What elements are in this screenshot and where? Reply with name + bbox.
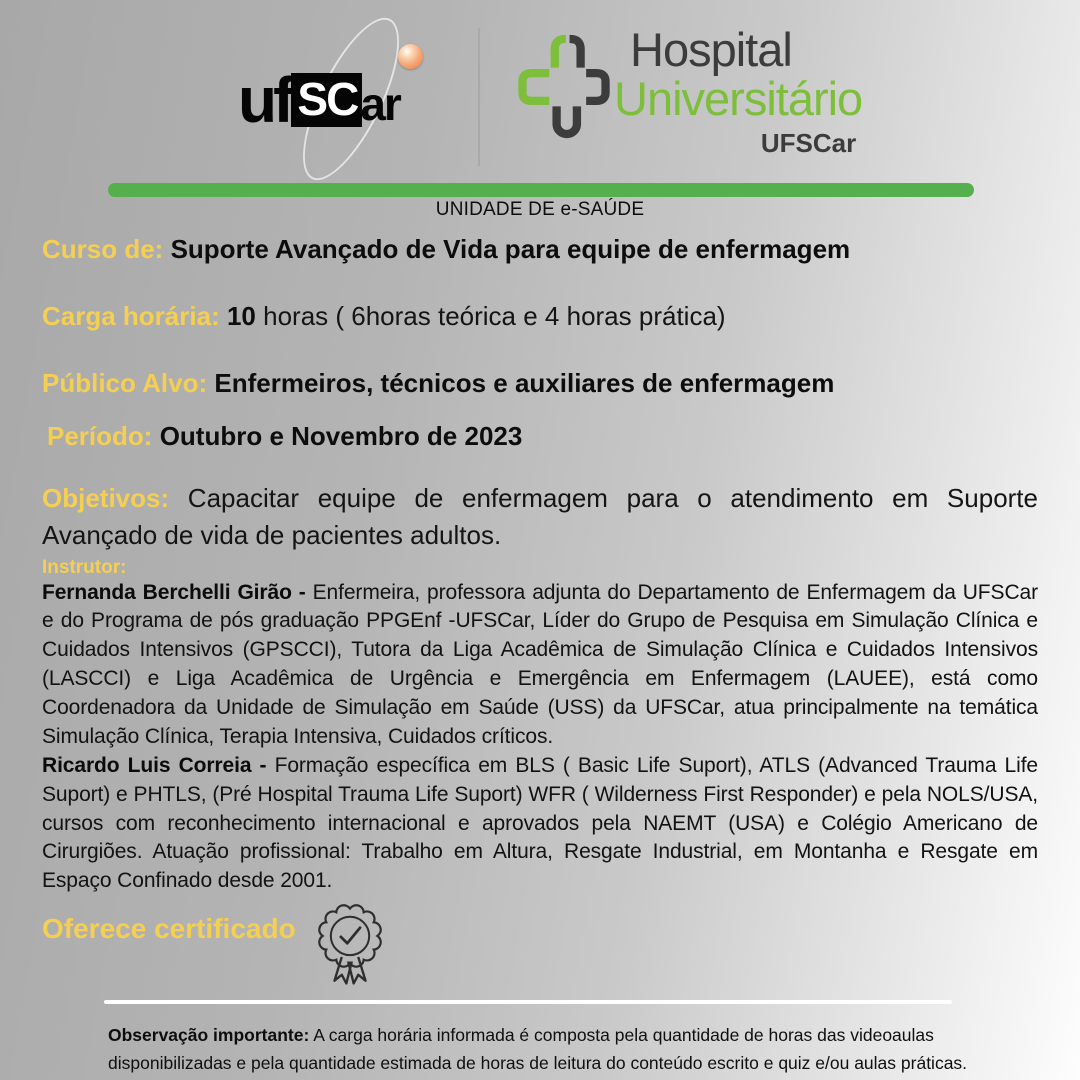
periodo-row (42, 421, 1038, 452)
carga-horaria-row (42, 301, 1038, 332)
instrutor-label: Instrutor: (42, 556, 127, 578)
observation-label: Observação importante: (108, 1025, 310, 1046)
green-divider-bar (108, 183, 974, 197)
observation-text: A carga horária informada é composta pela quantidade de horas das videoaulas disponibilizadas e pela quantidade estimada de horas de leitura do conteúdo escrito e quiz e/ou aulas práticas. (108, 1025, 968, 1074)
hospital-universitario-logo (516, 23, 863, 159)
objetivos-paragraph (42, 480, 1038, 554)
instructor-name: Ricardo Luis Correia - (42, 753, 275, 777)
ufscar-wordmark (238, 64, 400, 136)
curso-value: Suporte Avançado de Vida para equipe de enfermagem (170, 234, 851, 264)
orange-sphere-icon (398, 44, 423, 69)
ufscar-wordmark-ar: ar (360, 78, 400, 130)
objetivos-label: Objetivos: (42, 482, 170, 513)
ufscar-logo (238, 22, 478, 177)
carga-hours: 10 (226, 301, 256, 332)
ufscar-wordmark-uf: uf (238, 64, 291, 136)
certificate-badge-icon (318, 904, 382, 988)
periodo-label: Período: (47, 420, 153, 451)
objetivos-value: Capacitar equipe de enfermagem para o atendimento em Suporte Avançado de vida de pacientes adultos. (42, 482, 1038, 550)
instructor-bio-text: Enfermeira, professora adjunta do Departamento de Enfermagem da UFSCar e do Programa de pós graduação PPGEnf -UFSCar, Líder do Grupo de Pesquisa em Simulação Clínica e Cuidados Intensivos (GPSCCI), Tutora da Liga Acadêmica de Simulação Clínica e Cuidados Intensivos (LASCCI) e Liga Acadêmica de Urgência e Emergência em Enfermagem (LAUEE), está como Coordenadora da Unidade de Simulação em Saúde (USS) da UFSCar, atua principalmente na temática Simulação Clínica, Terapia Intensiva, Cuidados críticos. (42, 580, 1038, 748)
hospital-logo-caption: UFSCar (760, 127, 857, 158)
carga-rest: horas ( 6horas teórica e 4 horas prática) (255, 301, 726, 332)
instructor-bio-ricardo (42, 752, 1038, 896)
hospital-cross-icon (516, 26, 612, 148)
instructor-name: Fernanda Berchelli Girão - (42, 580, 313, 604)
unit-label: UNIDADE DE e-SAÚDE (435, 199, 645, 220)
curso-label: Curso de: (42, 234, 164, 264)
periodo-value: Outubro e Novembro de 2023 (159, 420, 523, 451)
instructor-bio-text: Formação específica em BLS ( Basic Life Suport), ATLS (Advanced Trauma Life Suport) e PHTLS, (Pré Hospital Trauma Life Suport) WFR ( Wilderness First Responder) e pela NOLS/USA, cursos com reconhecimento internacional e aprovados pela NAEMT (USA) e Colégio Americano de Cirurgiões. Atuação profissional: Trabalho em Altura, Resgate Industrial, em Montanha e Resgate em Espaço Confinado desde 2001. (42, 753, 1039, 893)
carga-label: Carga horária: (42, 301, 220, 332)
ufscar-wordmark-sc: SC (291, 73, 362, 127)
hospital-logo-line1: Hospital (630, 23, 792, 76)
footer-divider (104, 1000, 952, 1004)
header (0, 0, 1080, 182)
publico-label: Público Alvo: (42, 368, 208, 399)
instructor-bio-fernanda (42, 579, 1038, 752)
publico-value: Enfermeiros, técnicos e auxiliares de enfermagem (214, 368, 835, 399)
observation-note (108, 1021, 1036, 1077)
certificate-row (42, 904, 1038, 988)
content (42, 224, 1038, 1077)
publico-alvo-row (42, 368, 1038, 399)
certificate-text: Oferece certificado (42, 913, 296, 945)
hospital-logo-text (614, 23, 863, 159)
curso-row (42, 234, 1038, 265)
hospital-logo-line2: Universitário (614, 71, 863, 125)
logo-divider (478, 28, 480, 166)
